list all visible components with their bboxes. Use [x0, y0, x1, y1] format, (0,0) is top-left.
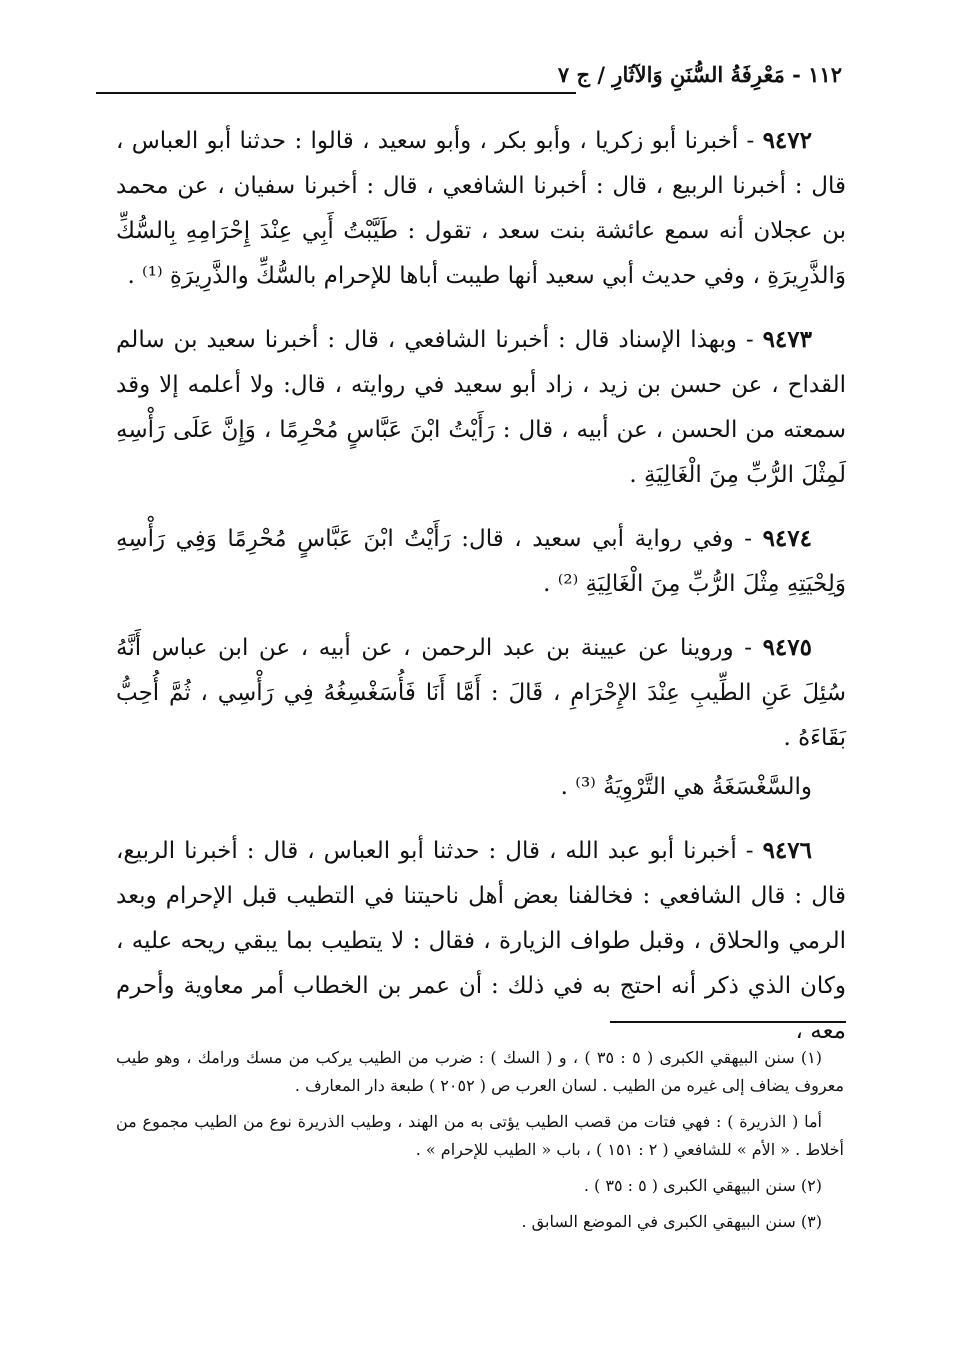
page-header [96, 58, 856, 98]
gloss-line [116, 765, 846, 810]
hadith-number: ٩٤٧٤ [762, 525, 812, 552]
hadith-number: ٩٤٧٦ [762, 837, 812, 864]
hadith-text: - أخبرنا أبو عبد الله ، قال : حدثنا أبو العباس ، قال : أخبرنا الربيع، قال : قال الشافعي : فخالفنا بعض أهل ناحيتنا في التطيب قبل الإحرام وبعد الرمي والحلاق ، وقبل طواف الزيارة ، فقال : لا يتطيب بما يبقي ريحه عليه ، وكان الذي ذكر أنه احتج به في ذلك : أن عمر بن الخطاب أمر معاوية وأحرم معه ، [116, 838, 846, 1044]
hadith-paragraph [116, 516, 846, 607]
footnote: أما ( الذريرة ) : فهي فتات من قصب الطيب يؤتى به من الهند ، وطيب الذريرة نوع من الطيب مجموع من أخلاط . « الأم » للشافعي ( ٢ : ١٥١ ) ، باب « الطيب للإحرام » . [116, 1112, 844, 1159]
header-rule [96, 92, 576, 94]
hadith-number: ٩٤٧٥ [762, 634, 812, 661]
hadith-paragraph [116, 118, 846, 299]
footnote-separator [610, 1021, 846, 1023]
hadith-text: - أخبرنا أبو زكريا ، وأبو بكر ، وأبو سعيد ، قالوا : حدثنا أبو العباس ، قال : أخبرنا الربيع ، قال : أخبرنا الشافعي ، قال : أخبرنا سفيان ، عن محمد بن عجلان أنه سمع عائشة بنت سعد ، تقول : طَيَّبْتُ أَبِي عِنْدَ إِحْرَامِهِ بِالسُّكِّ وَالذَّرِيرَةِ ، وفي حديث أبي سعيد أنها طيبت أباها للإحرام بالسُّكِّ والذَّرِيرَةِ ⁽¹⁾ . [116, 128, 846, 289]
running-title: ١١٢ - مَعْرِفَةُ السُّنَنِ وَالآثَارِ / ج ٧ [557, 62, 842, 87]
gloss-text: والسَّغْسَغَةُ هي التَّرْوِيَةُ ⁽³⁾ . [560, 774, 812, 800]
main-text [116, 118, 846, 1072]
hadith-text: - وبهذا الإسناد قال : أخبرنا الشافعي ، قال : أخبرنا سعيد بن سالم القداح ، عن حسن بن زيد ، زاد أبو سعيد في روايته ، قال: ولا أعلمه إلا وقد سمعته من الحسن ، عن أبيه ، قال : رَأَيْتُ ابْنَ عَبَّاسٍ مُحْرِمًا ، وَإِنَّ عَلَى رَأْسِهِ لَمِثْلَ الرُّبِّ مِنَ الْغَالِيَةِ . [116, 327, 846, 488]
hadith-number: ٩٤٧٢ [762, 127, 812, 154]
footnote: (٢) سنن البيهقي الكبرى ( ٥ : ٣٥ ) . [583, 1176, 822, 1195]
hadith-number: ٩٤٧٣ [762, 326, 812, 353]
hadith-paragraph [116, 625, 846, 761]
footnotes [116, 1044, 844, 1244]
footnote: (١) سنن البيهقي الكبرى ( ٥ : ٣٥ ) ، و ( السك ) : ضرب من الطيب يركب من مسك ورامك ، وهو طيب معروف يضاف إلى غيره من الطيب . لسان العرب ص ( ٢٠٥٢ ) طبعة دار المعارف . [116, 1048, 844, 1095]
hadith-paragraph [116, 317, 846, 498]
footnote: (٣) سنن البيهقي الكبرى في الموضع السابق . [521, 1212, 822, 1231]
hadith-text: - وفي رواية أبي سعيد ، قال: رَأَيْتُ ابْنَ عَبَّاسٍ مُحْرِمًا وَفِي رَأْسِهِ وَلِحْيَتِهِ مِثْلَ الرُّبِّ مِنَ الْغَالِيَةِ ⁽²⁾ . [116, 526, 846, 597]
hadith-text: - وروينا عن عيينة بن عبد الرحمن ، عن أبيه ، عن ابن عباس أَنَّهُ سُئِلَ عَنِ الطِّيبِ عِنْدَ الإِحْرَامِ ، قَالَ : أَمَّا أَنَا فَأُسَغْسِغُهُ فِي رَأْسِي ، ثُمَّ أُحِبُّ بَقَاءَهُ . [116, 635, 846, 751]
